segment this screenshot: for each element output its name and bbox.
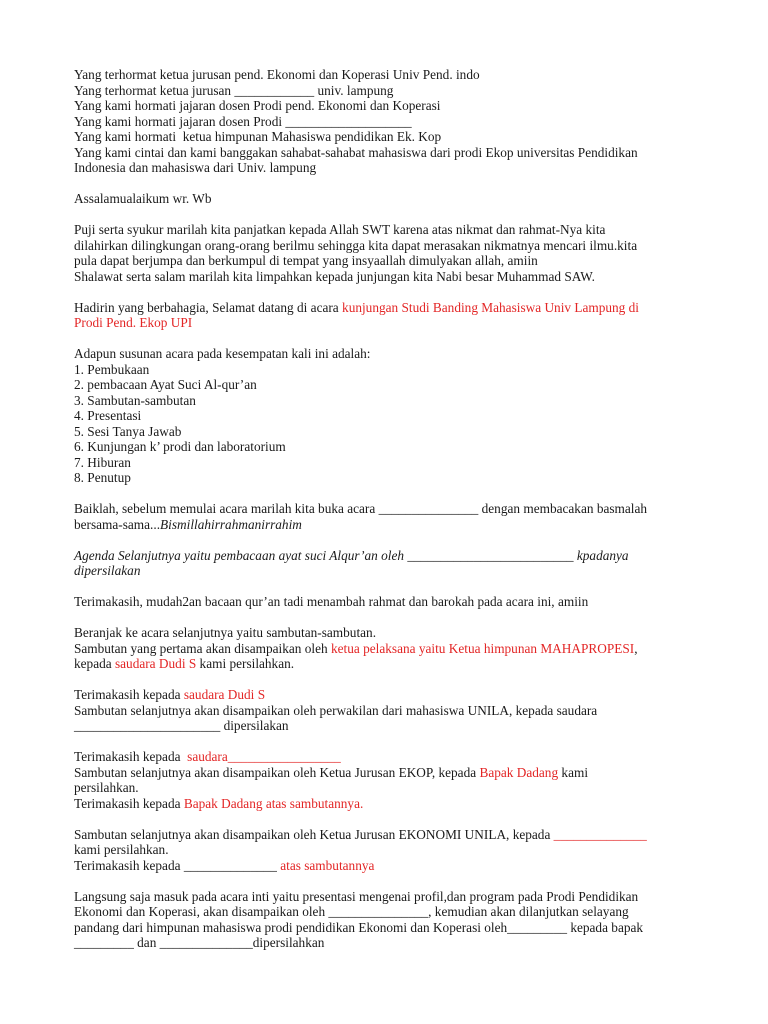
speaker-highlight: ______________ <box>553 826 647 842</box>
speech-text <box>74 67 694 951</box>
spacer <box>74 331 694 347</box>
agenda-item: 4. Presentasi <box>74 408 142 423</box>
greetings-block <box>74 67 694 176</box>
sambutan-line: persilahkan. <box>74 780 139 795</box>
agenda-item: 8. Penutup <box>74 470 131 485</box>
welcome-paragraph <box>74 300 694 331</box>
thanks-line <box>74 858 694 874</box>
sambutan-line <box>74 656 694 672</box>
presentasi-paragraph <box>74 889 694 951</box>
puji-line: pula dapat berjumpa dan berkumpul di tempat yang insyaallah dimulyakan allah, amiin <box>74 253 538 268</box>
agenda-item: 7. Hiburan <box>74 454 131 470</box>
quran-line: dipersilakan <box>74 563 141 578</box>
presentasi-line: _________ dan ______________dipersilahkan <box>74 935 325 950</box>
sambutan-line: kami persilahkan. <box>74 842 169 857</box>
speaker-highlight: saudara_________________ <box>187 749 341 764</box>
thanks-line <box>74 749 694 765</box>
puji-line: Shalawat serta salam marilah kita limpahkan kepada junjungan kita Nabi besar Muhammad SAW. <box>74 268 595 284</box>
speaker-highlight: ketua pelaksana yaitu Ketua himpunan MAHAPROPESI <box>331 640 635 656</box>
thanks-text: Terimakasih kepada ______________ <box>74 857 281 873</box>
sambutan-text: kami persilahkan. <box>196 656 295 671</box>
opening-line <box>74 517 694 533</box>
sambutan-text: Sambutan selanjutnya akan disampaikan oleh Ketua Jurusan EKOP, kepada <box>74 764 480 780</box>
speaker-highlight: saudara Dudi S <box>114 656 197 671</box>
thanks-text: Terimakasih kepada <box>74 687 184 702</box>
welcome-line <box>74 300 694 316</box>
spacer <box>74 284 694 300</box>
event-name: kunjungan Studi Banding Mahasiswa Univ Lampung di <box>342 299 639 315</box>
presentasi-line: Ekonomi dan Koperasi, akan disampaikan oleh _______________, kemudian akan dilanjutkan selayang <box>74 904 629 919</box>
spacer <box>74 873 694 889</box>
sambutan-text: Sambutan yang pertama akan disampaikan oleh <box>74 640 331 656</box>
spacer <box>74 176 694 192</box>
spacer <box>74 207 694 223</box>
greeting-line: Yang terhormat ketua jurusan ____________ univ. lampung <box>74 82 394 98</box>
greeting-line: Yang kami hormati ketua himpunan Mahasiswa pendidikan Ek. Kop <box>74 129 442 144</box>
speaker-highlight: atas sambutannya <box>280 857 375 873</box>
agenda-list <box>74 346 694 486</box>
greeting-line: Yang kami hormati jajaran dosen Prodi ___________________ <box>74 113 412 129</box>
sambutan-first <box>74 625 694 672</box>
greeting-line: Yang terhormat ketua jurusan pend. Ekonomi dan Koperasi Univ Pend. indo <box>74 67 480 82</box>
spacer <box>74 579 694 595</box>
sambutan-line <box>74 827 694 843</box>
salam-line: Assalamualaikum wr. Wb <box>74 191 212 206</box>
sambutan-text: kami <box>558 764 589 780</box>
quran-paragraph <box>74 548 694 579</box>
welcome-prefix: Hadirin yang berbahagia, Selamat datang di acara <box>74 299 343 315</box>
agenda-item: 5. Sesi Tanya Jawab <box>74 423 182 439</box>
speaker-highlight: Bapak Dadang atas sambutannya. <box>183 795 364 811</box>
greeting-line: Yang kami cintai dan kami banggakan sahabat-sahabat mahasiswa dari prodi Ekop universitas Pendidikan <box>74 144 638 160</box>
spacer <box>74 486 694 502</box>
presentasi-line: Langsung saja masuk pada acara inti yaitu presentasi mengenai profil,dan program pada Prodi Pendidikan <box>74 888 639 904</box>
agenda-item: 1. Pembukaan <box>74 361 150 377</box>
agenda-intro: Adapun susunan acara pada kesempatan kali ini adalah: <box>74 346 371 361</box>
sambutan-line <box>74 765 694 781</box>
thanks-line <box>74 687 694 703</box>
opening-line: Baiklah, sebelum memulai acara marilah kita buka acara _______________ dengan membacakan basmalah <box>74 501 648 516</box>
thanks-line <box>74 796 694 812</box>
greeting-line: Yang kami hormati jajaran dosen Prodi pend. Ekonomi dan Koperasi <box>74 98 441 113</box>
sambutan-line: Beranjak ke acara selanjutnya yaitu sambutan-sambutan. <box>74 625 377 640</box>
opening-paragraph <box>74 501 694 532</box>
puji-line: dilahirkan dilingkungan orang-orang berilmu sehingga kita dapat merasakan nikmatnya mencari ilmu.kita <box>74 237 638 253</box>
thanks-text: Terimakasih kepada <box>74 749 188 764</box>
presentasi-line: pandang dari himpunan mahasiswa prodi pendidikan Ekonomi dan Koperasi oleh_________ kepada bapak <box>74 919 644 935</box>
greeting-line: Indonesia dan mahasiswa dari Univ. lampung <box>74 160 317 175</box>
spacer <box>74 610 694 626</box>
spacer <box>74 532 694 548</box>
thanks-quran-line: Terimakasih, mudah2an bacaan qur’an tadi menambah rahmat dan barokah pada acara ini, amiin <box>74 594 589 609</box>
spacer <box>74 734 694 750</box>
sambutan-text: , <box>634 640 638 656</box>
sambutan-line: Sambutan selanjutnya akan disampaikan oleh perwakilan dari mahasiswa UNILA, kepada saudara <box>74 702 598 718</box>
opening-prefix: bersama-sama... <box>74 516 161 532</box>
basmalah-text: Bismillahirrahmanirrahim <box>160 516 302 532</box>
sambutan-second <box>74 687 694 734</box>
agenda-item: 2. pembacaan Ayat Suci Al-qur’an <box>74 377 257 392</box>
puji-line: Puji serta syukur marilah kita panjatkan kepada Allah SWT karena atas nikmat dan rahmat-Nya kita <box>74 222 606 237</box>
sambutan-fourth <box>74 827 694 874</box>
spacer <box>74 811 694 827</box>
sambutan-line <box>74 641 694 657</box>
spacer <box>74 672 694 688</box>
sambutan-line: ______________________ dipersilakan <box>74 718 289 733</box>
puji-paragraph <box>74 222 694 284</box>
thanks-text: Terimakasih kepada <box>74 795 184 811</box>
quran-line: Agenda Selanjutnya yaitu pembacaan ayat suci Alqur’an oleh _________________________ kpadanya <box>74 547 629 563</box>
speaker-highlight: Bapak Dadang <box>479 764 559 780</box>
sambutan-third <box>74 749 694 811</box>
sambutan-text: kepada <box>74 656 115 671</box>
speaker-highlight: saudara Dudi S <box>183 687 266 702</box>
sambutan-text: Sambutan selanjutnya akan disampaikan oleh Ketua Jurusan EKONOMI UNILA, kepada <box>74 826 554 842</box>
event-name-continued: Prodi Pend. Ekop UPI <box>74 315 193 330</box>
agenda-item: 3. Sambutan-sambutan <box>74 392 196 408</box>
agenda-item: 6. Kunjungan k’ prodi dan laboratorium <box>74 439 286 454</box>
